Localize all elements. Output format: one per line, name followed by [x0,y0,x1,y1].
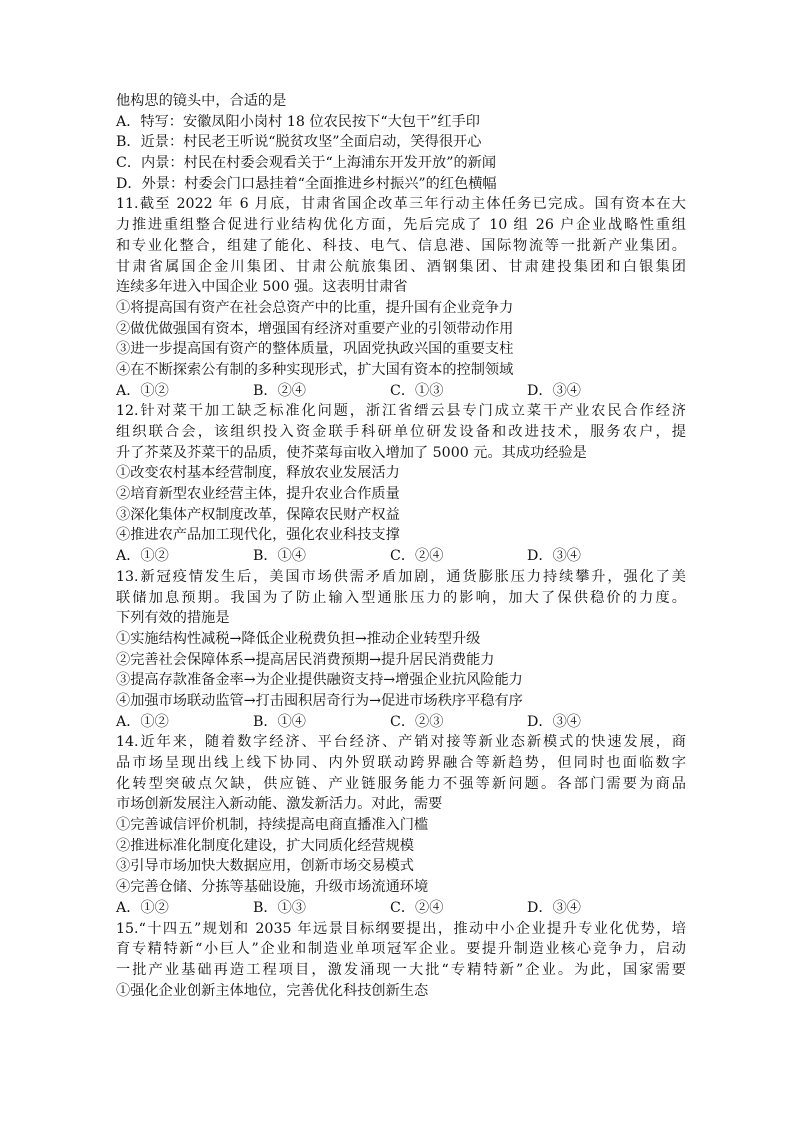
statement-item: ①改变农村基本经营制度，释放农业发展活力 [116,465,400,482]
question-stem-line: 连续多年进入中国企业 500 强。这表明甘肃省 [116,279,408,296]
question-11 [116,194,686,401]
question-13 [116,567,686,733]
question-stem-line: 组织联合会，该组织投入资金联手科研单位研发设备和改进技术，服务农户，提 [116,424,686,440]
answer-option: C．内景：村民在村委会观看关于“上海浦东开发开放”的新闻 [116,155,497,172]
choice-c: C．②④ [390,899,444,916]
statement-item: ①实施结构性减税→降低企业税费负担→推动企业转型升级 [116,630,481,647]
statement-item: ①完善诚信评价机制，持续提高电商直播准入门槛 [116,817,429,834]
question-stem-line: 育专精特新“小巨人”企业和制造业单项冠军企业。要提升制造业核心竞争力，启动 [116,941,686,958]
statement-item: ②完善社会保障体系→提高居民消费预期→提升居民消费能力 [116,651,495,668]
question-stem-line: 12.针对菜干加工缺乏标准化问题，浙江省缙云县专门成立菜干产业农民合作经济 [116,403,686,420]
question-stem-line: 15.“十四五”规划和 2035 年远景目标纲要提出，推动中小企业提升专业化优势，培 [116,920,686,937]
question-stem-line: 和专业化整合，组建了能化、科技、电气、信息港、国际物流等一批新产业集团。 [116,237,686,254]
question-stem-line: 13.新冠疫情发生后，美国市场供需矛盾加剧，通货膨胀压力持续攀升，强化了美 [116,568,686,585]
answer-choices [116,381,686,402]
answer-option: B．近景：村民老王听说“脱贫攻坚”全面启动，笑得很开心 [116,134,482,151]
statement-item: ④完善仓储、分拣等基础设施，升级市场流通环境 [116,879,429,896]
question-stem-line: 品市场呈现出线上线下协同、内外贸联动跨界融合等新趋势，但同时也面临数字 [116,755,686,771]
choice-d: D．③④ [527,382,581,399]
question-stem-line: 下列有效的措施是 [116,610,230,627]
question-15 [116,919,686,1002]
statement-item: ④在不断探索公有制的多种实现形式，扩大国有资本的控制领域 [116,361,514,378]
answer-option: D．外景：村委会门口悬挂着“全面推进乡村振兴”的红色横幅 [116,175,497,192]
question-stem-line: 力推进重组整合促进行业结构优化方面，先后完成了 10 组 26 户企业战略性重组 [116,217,686,234]
question-stem-line: 14.近年来，随着数字经济、平台经济、产销对接等新业态新模式的快速发展，商 [116,734,686,751]
question-stem-line: 化转型突破点欠缺，供应链、产业链服务能力不强等新问题。各部门需要为商品 [116,775,686,792]
statement-item: ③引导市场加快大数据应用，创新市场交易模式 [116,858,414,875]
choice-b: B．①④ [253,548,306,565]
answer-choices [116,546,686,567]
statement-item: ③提高存款准备金率→为企业提供融资支持→增强企业抗风险能力 [116,672,523,689]
question-10-tail [116,91,686,194]
statement-item: ③深化集体产权制度改革，保障农民财产权益 [116,506,400,523]
choice-b: B．①③ [253,899,306,916]
answer-choices [116,712,686,733]
question-stem-line: 联储加息预期。我国为了防止输入型通胀压力的影响，加大了保供稳价的力度。 [116,589,686,606]
statement-item: ③进一步提高国有资产的整体质量，巩固党执政兴国的重要支柱 [116,341,514,358]
choice-b: B．②④ [253,382,306,399]
statement-item: ②培育新型农业经营主体，提升农业合作质量 [116,486,400,503]
choice-d: D．③④ [527,899,581,916]
choice-a: A．①② [116,382,169,399]
statement-item: ④推进农产品加工现代化，强化农业科技支撑 [116,527,400,544]
choice-d: D．③④ [527,548,581,565]
answer-option: A．特写：安徽凤阳小岗村 18 位农民按下“大包干”红手印 [116,113,480,130]
statement-item: ②做优做强国有资本，增强国有经济对重要产业的引领带动作用 [116,320,514,337]
question-stem-line: 市场创新发展注入新动能、激发新活力。对此，需要 [116,796,443,813]
choice-c: C．②③ [390,713,444,730]
choice-d: D．③④ [527,713,581,730]
choice-b: B．①④ [253,713,306,730]
statement-item: ②推进标准化制度化建设，扩大同质化经营规模 [116,837,414,854]
choice-c: C．①③ [390,382,444,399]
question-stem: 他构思的镜头中，合适的是 [116,93,287,109]
statement-item: ④加强市场联动监管→打击囤积居奇行为→促进市场秩序平稳有序 [116,692,523,709]
statement-item: ①强化企业创新主体地位，完善优化科技创新生态 [116,982,429,999]
question-12 [116,401,686,567]
choice-a: A．①② [116,548,169,565]
question-stem-line: 11.截至 2022 年 6 月底，甘肃省国企改革三年行动主体任务已完成。国有资本在大 [116,196,686,213]
choice-a: A．①② [116,713,169,730]
exam-page [116,91,686,1001]
choice-a: A．①② [116,899,169,916]
question-14 [116,732,686,918]
question-stem-line: 升了芥菜及芥菜干的品质，使芥菜每亩收入增加了 5000 元。其成功经验是 [116,444,587,461]
statement-item: ①将提高国有资产在社会总资产中的比重，提升国有企业竞争力 [116,299,514,316]
choice-c: C．②④ [390,548,444,565]
question-stem-line: 一批产业基础再造工程项目，激发涌现一大批“专精特新”企业。为此，国家需要 [116,961,686,978]
question-stem-line: 甘肃省属国企金川集团、甘肃公航旅集团、酒钢集团、甘肃建投集团和白银集团 [116,258,686,275]
answer-choices [116,898,686,919]
